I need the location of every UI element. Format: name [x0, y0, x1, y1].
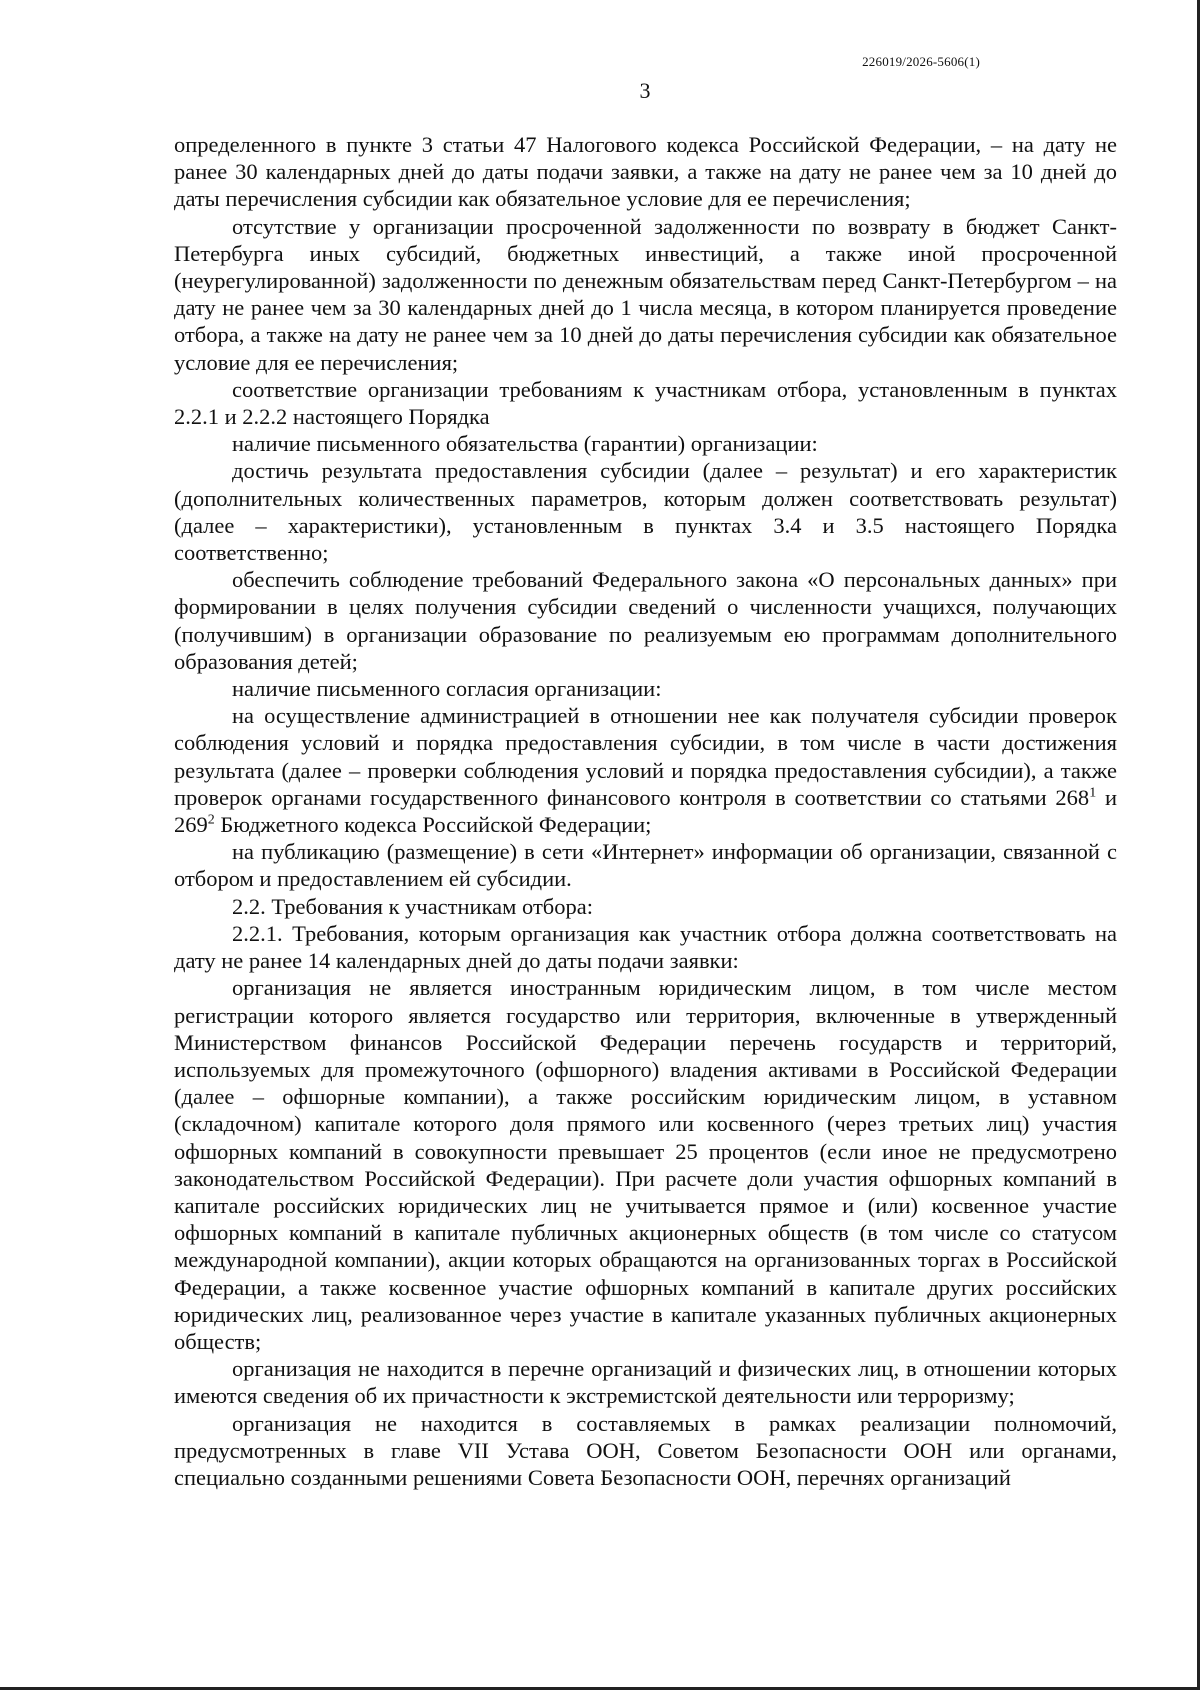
paragraph-no-overdue-debt: отсутствие у организации просроченной задолженности по возврату в бюджет Санкт-Петербурга иных субсидий, бюджетных инвестиций, а также иной просроченной (неурегулированной) задолженности по денежным обязательствам перед Санкт-Петербургом – на дату не ранее чем за 30 календарных дней до 1 числа месяца, в котором планируется проведение отбора, а также на дату не ранее чем за 10 дней до даты перечисления субсидии как обязательное условие для ее перечисления; — [174, 213, 1117, 375]
article-superscript-1: 1 — [1089, 785, 1097, 801]
paragraph-compliance-requirements: соответствие организации требованиям к участникам отбора, установленным в пунктах 2.2.1 и 2.2.2 настоящего Порядка — [174, 376, 1117, 430]
paragraph-offshore-companies: организация не является иностранным юридическим лицом, в том числе местом регистрации которого является государство или территория, включенные в утвержденный Министерством финансов Российской Федерации перечень государств и территорий, используемых для промежуточного (офшорного) владения активами в Российской Федерации (далее – офшорные компании), а также российским юридическим лицом, в уставном (складочном) капитале которого доля прямого или косвенного (через третьих лиц) участия офшорных компаний в совокупности превышает 25 процентов (если иное не предусмотрено законодательством Российской Федерации). При расчете доли участия офшорных компаний в капитале российских юридических лиц не учитывается прямое и (или) косвенное участие офшорных компаний в капитале публичных акционерных обществ (в том числе со статусом международной компании), акции которых обращаются на организованных торгах в Российской Федерации, а также косвенное участие офшорных компаний в капитале других российских юридических лиц, реализованное через участие в капитале указанных публичных акционерных обществ; — [174, 975, 1117, 1354]
paragraph-un-sanctions-list: организация не находится в составляемых в рамках реализации полномочий, предусмотренных в главе VII Устава ООН, Советом Безопасности ООН или органами, специально созданными решениями Совета Безопасности ООН, перечнях организаций — [174, 1410, 1117, 1490]
paragraph-audit-consent — [174, 702, 1117, 838]
paragraph-personal-data: обеспечить соблюдение требований Федерального закона «О персональных данных» при формировании в целях получения субсидии сведений о численности учащихся, получающих (получившим) в организации образование по реализуемым ею программам дополнительного образования детей; — [174, 567, 1117, 674]
article-superscript-2: 2 — [207, 812, 215, 828]
document-registration-number: 226019/2026-5606(1) — [862, 54, 980, 69]
audit-consent-text-start: на осуществление администрацией в отношении нее как получателя субсидии проверок соблюдения условий и порядка предоставления субсидии, в том числе в части достижения результата (далее – проверки соблюдения условий и порядка предоставления субсидии), а также проверок органами государственного финансового контроля в соответствии со статьями 268 — [174, 703, 1117, 810]
audit-consent-text-middle: и 269 — [174, 784, 1118, 838]
section-heading-2-2-1: 2.2.1. Требования, которым организация как участник отбора должна соответствовать на дату не ранее 14 календарных дней до даты подачи заявки: — [174, 920, 1117, 974]
paragraph-extremism-list: организация не находится в перечне организаций и физических лиц, в отношении которых имеются сведения об их причастности к экстремистской деятельности или терроризму; — [174, 1356, 1117, 1409]
page-number: 3 — [639, 78, 651, 103]
paragraph-internet-publication: на публикацию (размещение) в сети «Интернет» информации об организации, связанной с отбором и предоставлением ей субсидии. — [174, 839, 1117, 892]
paragraph-written-obligation: наличие письменного обязательства (гарантии) организации: — [232, 431, 818, 457]
document-body — [174, 131, 1117, 1491]
audit-consent-text-end: Бюджетного кодекса Российской Федерации; — [214, 812, 652, 838]
paragraph-continuation: определенного в пункте 3 статьи 47 Налогового кодекса Российской Федерации, – на дату не ранее 30 календарных дней до даты подачи заявки, а также на дату не ранее чем за 10 дней до даты перечисления субсидии как обязательное условие для ее перечисления; — [174, 132, 1117, 212]
paragraph-written-consent: наличие письменного согласия организации: — [232, 676, 662, 702]
section-heading-2-2: 2.2. Требования к участникам отбора: — [232, 893, 593, 919]
paragraph-achieve-result: достичь результата предоставления субсидии (далее – результат) и его характеристик (дополнительных количественных параметров, которым должен соответствовать результат) (далее – характеристики), установленным в пунктах 3.4 и 3.5 настоящего Порядка соответственно; — [174, 458, 1117, 566]
